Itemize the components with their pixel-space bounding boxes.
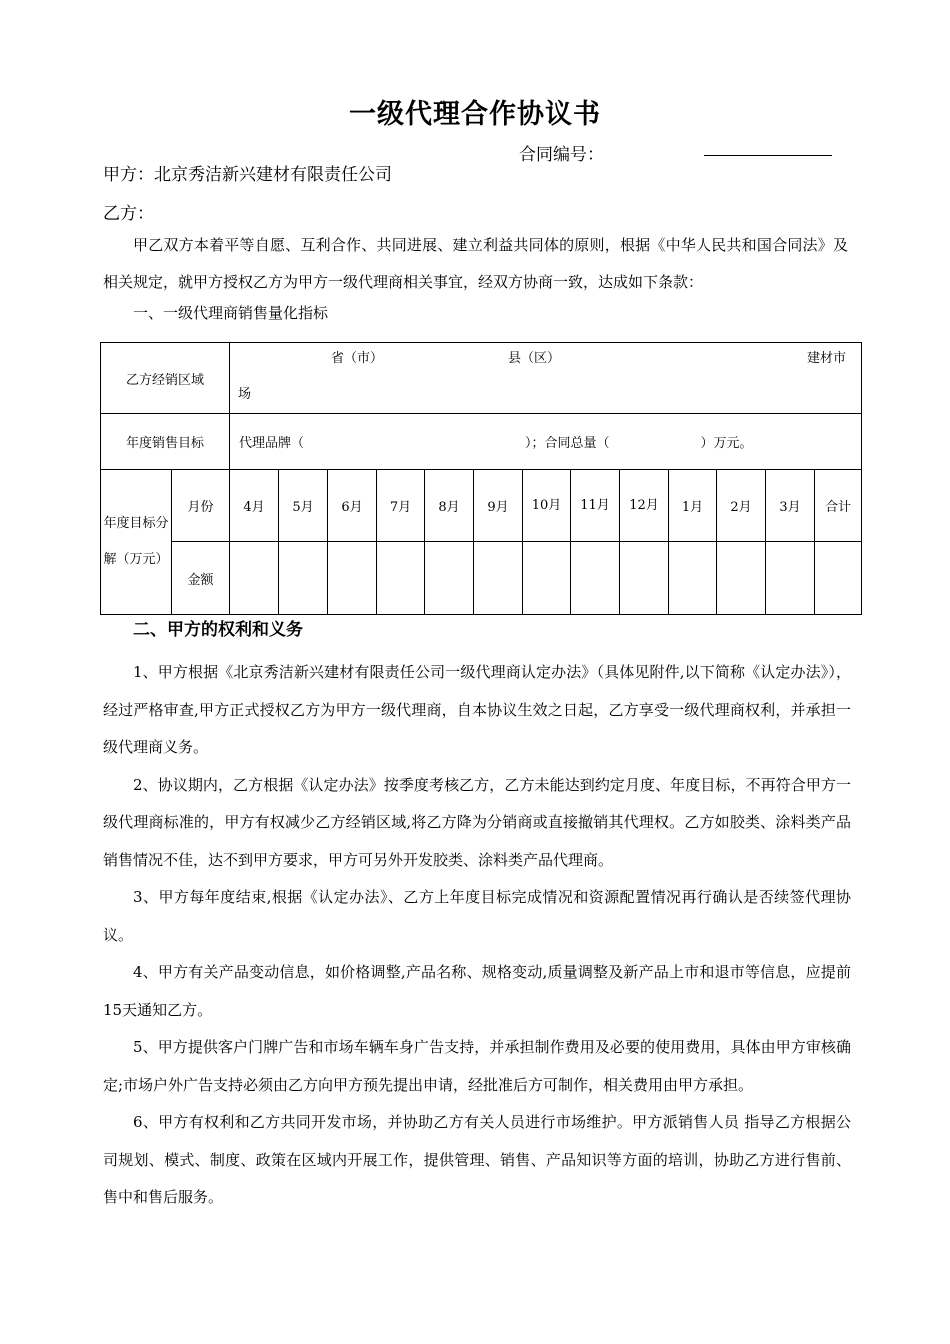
target-row: [101, 414, 862, 470]
amount-cell: [717, 542, 766, 615]
clause-6: 6、甲方有权利和乙方共同开发市场，并协助乙方有关人员进行市场维护。甲方派销售人员 指导乙方根据公司规划、模式、制度、政策在区域内开展工作，提供管理、销售、产品知识等方面的培训，协助乙方进行售前、售中和售后服务。: [103, 1113, 851, 1206]
month-cell: 5月: [279, 470, 328, 542]
amount-label: 金额: [172, 542, 230, 615]
clause-1: 1、甲方根据《北京秀洁新兴建材有限责任公司一级代理商认定办法》（具体见附件,以下简称《认定办法》），经过严格审查,甲方正式授权乙方为甲方一级代理商，自本协议生效之日起，乙方享受一级代理商权利，并承担一级代理商义务。: [103, 663, 851, 756]
amount-cell: [230, 542, 279, 615]
sales-target-table: [100, 342, 862, 615]
amount-cell: [328, 542, 377, 615]
total-label: 合计: [815, 470, 862, 542]
contract-number-blank: [704, 155, 832, 156]
month-cell: 1月: [669, 470, 717, 542]
contract-number-label: 合同编号：: [519, 145, 604, 165]
month-cell: 2月: [717, 470, 766, 542]
intro-paragraph: 甲乙双方本着平等自愿、互利合作、共同进展、建立利益共同体的原则，根据《中华人民共和国合同法》及相关规定，就甲方授权乙方为甲方一级代理商相关事宜，经双方协商一致，达成如下条款：: [103, 236, 848, 291]
month-cell: 6月: [328, 470, 377, 542]
amount-cell: [669, 542, 717, 615]
section2-clauses: [103, 654, 851, 1217]
document-title: 一级代理合作协议书: [349, 99, 601, 130]
month-cell: 8月: [425, 470, 474, 542]
region-row: [101, 343, 862, 414]
clause-4: 4、甲方有关产品变动信息，如价格调整,产品名称、规格变动,质量调整及新产品上市和退市等信息，应提前15天通知乙方。: [103, 963, 851, 1019]
month-cell: 7月: [377, 470, 425, 542]
region-province: 省（市）: [331, 351, 384, 366]
amount-total-cell: [815, 542, 862, 615]
amount-cell: [766, 542, 815, 615]
section2-heading: 二、甲方的权利和义务: [133, 620, 303, 640]
clause-3: 3、甲方每年度结束,根据《认定办法》、乙方上年度目标完成情况和资源配置情况再行确认是否续签代理协议。: [103, 888, 851, 944]
region-market-cont: 场: [238, 387, 252, 402]
amount-cell: [523, 542, 571, 615]
section1-heading: 一、一级代理商销售量化指标: [133, 304, 329, 322]
region-value: [230, 343, 862, 414]
region-label: 乙方经销区域: [101, 343, 230, 414]
party-a: 甲方：北京秀洁新兴建材有限责任公司: [103, 165, 392, 185]
region-county: 县（区）: [508, 351, 561, 366]
target-label: 年度销售目标: [101, 414, 230, 470]
amount-cell: [279, 542, 328, 615]
amount-cell: [377, 542, 425, 615]
month-cell: 12月: [620, 470, 669, 542]
month-label: 月份: [172, 470, 230, 542]
amount-cell: [425, 542, 474, 615]
amount-cell: [571, 542, 620, 615]
party-b: 乙方：: [103, 204, 154, 224]
month-cell: 4月: [230, 470, 279, 542]
month-row: [101, 470, 862, 542]
month-cell: 9月: [474, 470, 523, 542]
clause-5: 5、甲方提供客户门牌广告和市场车辆车身广告支持，并承担制作费用及必要的使用费用，具体由甲方审核确定;市场户外广告支持必须由乙方向甲方预先提出申请，经批准后方可制作，相关费用由甲方承担。: [103, 1038, 851, 1094]
amount-cell: [474, 542, 523, 615]
month-cell: 3月: [766, 470, 815, 542]
amount-row: [101, 542, 862, 615]
clause-2: 2、协议期内，乙方根据《认定办法》按季度考核乙方，乙方未能达到约定月度、年度目标，不再符合甲方一级代理商标准的，甲方有权减少乙方经销区域,将乙方降为分销商或直接撤销其代理权。乙方如胶类、涂料类产品销售情况不佳，达不到甲方要求，甲方可另外开发胶类、涂料类产品代理商。: [103, 775, 851, 869]
amount-cell: [620, 542, 669, 615]
region-market: 建材市: [807, 351, 847, 366]
breakdown-label: 年度目标分解（万元）: [101, 470, 172, 615]
target-value: 代理品牌（ ）；合同总量（ ）万元。: [230, 414, 862, 470]
month-cell: 10月: [523, 470, 571, 542]
month-cell: 11月: [571, 470, 620, 542]
